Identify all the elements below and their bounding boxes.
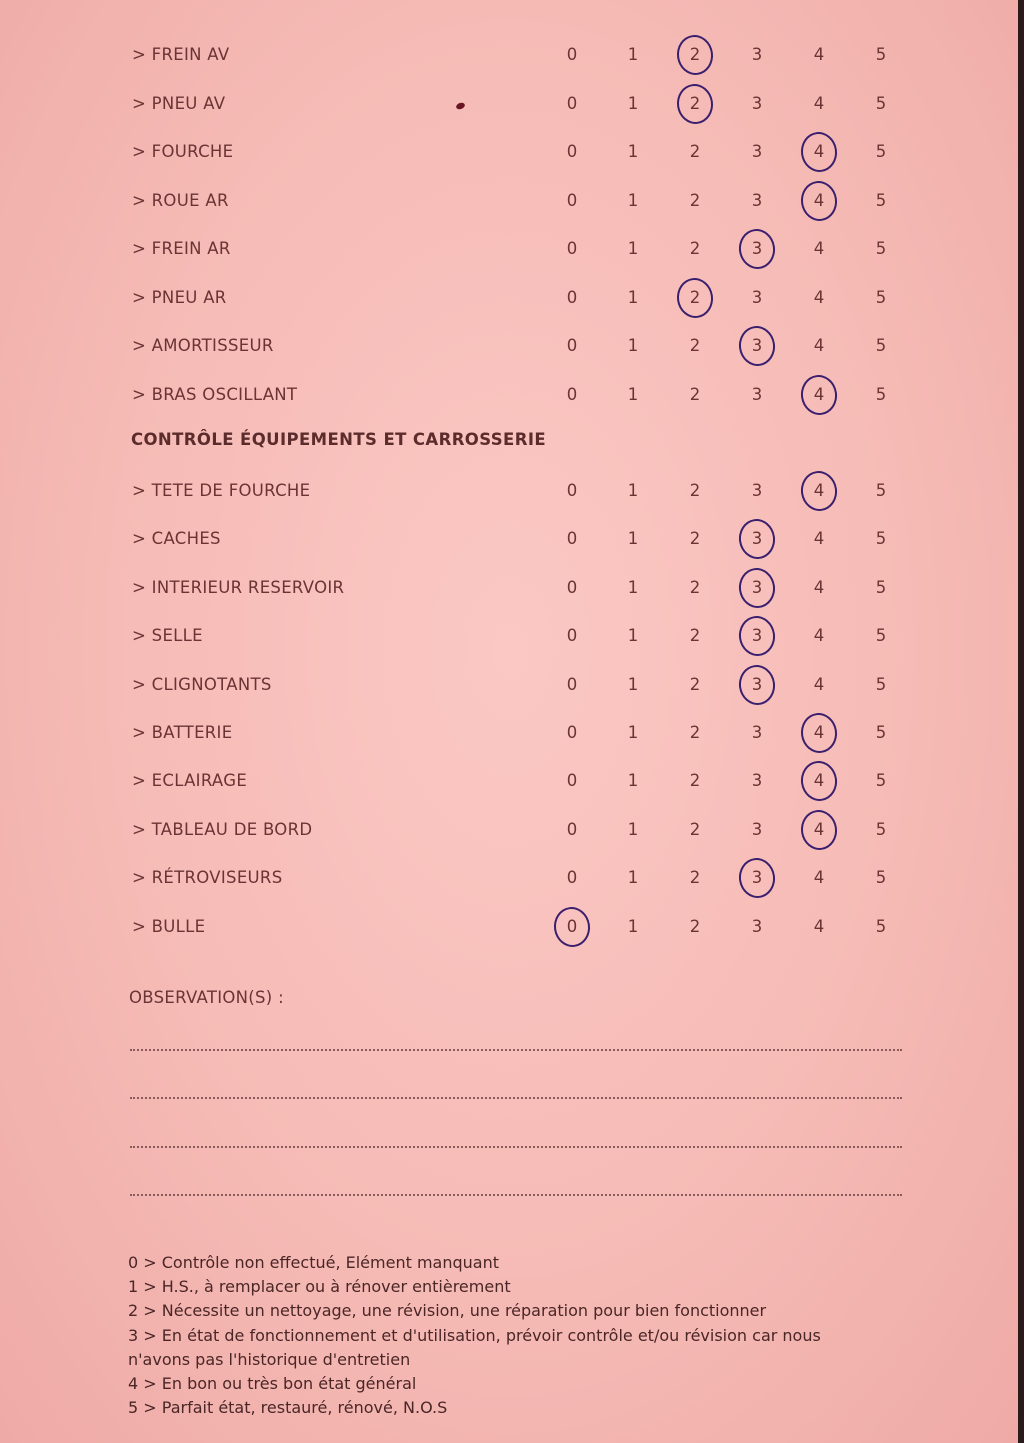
score-option[interactable]: 2: [689, 674, 701, 694]
row-label: > PNEU AR: [132, 287, 227, 307]
score-option[interactable]: 0: [566, 723, 578, 742]
legend-line: 1 > H.S., à remplacer ou à rénover entièrement: [128, 1277, 511, 1297]
score-option[interactable]: 3: [751, 190, 763, 210]
score-option[interactable]: 2: [689, 819, 701, 839]
legend-line: 2 > Nécessite un nettoyage, une révision, une réparation pour bien fonctionner: [128, 1301, 767, 1321]
rating-row: [0, 225, 1020, 273]
score-option[interactable]: 5: [875, 384, 887, 404]
score-option[interactable]: 1: [627, 45, 639, 64]
score-option[interactable]: 4: [813, 239, 825, 258]
score-option[interactable]: 3: [751, 723, 763, 742]
score-option[interactable]: 1: [627, 723, 639, 742]
row-label: > FREIN AR: [132, 239, 231, 258]
score-option[interactable]: 0: [566, 529, 578, 549]
score-option[interactable]: 2: [689, 723, 701, 742]
observations-label: OBSERVATION(S) :: [129, 988, 284, 1007]
score-option[interactable]: 2: [689, 142, 701, 161]
rating-row: [0, 854, 1020, 902]
score-option[interactable]: 0: [566, 93, 578, 113]
score-option[interactable]: 4: [813, 626, 825, 646]
score-option[interactable]: 5: [875, 916, 887, 936]
rating-row: [0, 31, 1020, 79]
score-option[interactable]: 1: [627, 529, 639, 549]
row-label: > ROUE AR: [132, 190, 229, 210]
score-option[interactable]: 5: [875, 287, 887, 307]
legend-line: 4 > En bon ou très bon état général: [128, 1374, 417, 1394]
score-option[interactable]: 4: [813, 93, 825, 113]
score-option[interactable]: 1: [627, 142, 639, 161]
score-option[interactable]: 2: [689, 239, 701, 258]
score-option[interactable]: 1: [627, 239, 639, 258]
row-label: > CLIGNOTANTS: [132, 674, 272, 694]
score-option[interactable]: 1: [627, 287, 639, 307]
rating-row: [0, 515, 1020, 563]
row-label: > BULLE: [132, 916, 206, 936]
legend-line: 0 > Contrôle non effectué, Elément manquant: [128, 1253, 499, 1272]
score-option[interactable]: 3: [751, 93, 763, 113]
score-option[interactable]: 1: [627, 384, 639, 404]
score-option[interactable]: 5: [875, 45, 887, 64]
score-option[interactable]: 3: [751, 868, 763, 888]
rating-row: [0, 806, 1020, 854]
score-option[interactable]: 5: [875, 723, 887, 742]
section-title: CONTRÔLE ÉQUIPEMENTS ET CARROSSERIE: [131, 430, 547, 449]
score-option[interactable]: 5: [875, 626, 887, 646]
score-option[interactable]: 5: [875, 481, 887, 500]
score-option[interactable]: 2: [689, 384, 701, 404]
score-option[interactable]: 2: [689, 481, 701, 500]
rating-row: [0, 371, 1020, 419]
score-option[interactable]: 5: [875, 771, 887, 791]
score-option[interactable]: 3: [751, 142, 763, 161]
score-option[interactable]: 4: [813, 336, 825, 355]
rating-row: [0, 274, 1020, 322]
score-option[interactable]: 0: [566, 868, 578, 888]
score-option[interactable]: 3: [751, 45, 763, 64]
score-option[interactable]: 5: [875, 93, 887, 113]
rating-row: [0, 661, 1020, 709]
score-option[interactable]: 0: [566, 674, 578, 694]
score-option[interactable]: 2: [689, 529, 701, 549]
score-option[interactable]: 2: [689, 626, 701, 646]
rating-row: [0, 564, 1020, 612]
score-option[interactable]: 0: [566, 336, 578, 355]
score-option[interactable]: 0: [566, 239, 578, 258]
score-option[interactable]: 1: [627, 771, 639, 791]
legend-line: n'avons pas l'historique d'entretien: [128, 1349, 411, 1369]
score-option[interactable]: 4: [813, 287, 825, 307]
score-option[interactable]: 0: [566, 916, 578, 936]
score-option[interactable]: 0: [566, 142, 578, 161]
score-option[interactable]: 4: [813, 190, 825, 210]
score-option[interactable]: 1: [627, 481, 639, 500]
score-option[interactable]: 5: [875, 868, 887, 888]
score-option[interactable]: 0: [566, 287, 578, 307]
score-option[interactable]: 1: [627, 577, 639, 597]
score-option[interactable]: 0: [566, 481, 578, 500]
rating-row: [0, 709, 1020, 757]
row-label: > RÉTROVISEURS: [132, 868, 283, 888]
score-option[interactable]: 2: [689, 93, 701, 113]
score-option[interactable]: 3: [751, 916, 763, 936]
score-option[interactable]: 2: [689, 45, 701, 64]
row-label: > INTERIEUR RESERVOIR: [132, 577, 345, 597]
score-option[interactable]: 3: [751, 384, 763, 404]
score-option[interactable]: 4: [813, 674, 825, 694]
row-label: > FOURCHE: [132, 142, 234, 161]
score-option[interactable]: 2: [689, 287, 701, 307]
score-option[interactable]: 4: [813, 45, 825, 64]
score-option[interactable]: 4: [813, 868, 825, 888]
score-option[interactable]: 0: [566, 384, 578, 404]
score-option[interactable]: 2: [689, 190, 701, 210]
observation-line[interactable]: [130, 1146, 902, 1148]
rating-row: [0, 322, 1020, 370]
rating-row: [0, 612, 1020, 660]
score-option[interactable]: 4: [813, 384, 825, 404]
score-option[interactable]: 0: [566, 771, 578, 791]
score-option[interactable]: 1: [627, 93, 639, 113]
row-label: > BRAS OSCILLANT: [132, 384, 298, 404]
score-option[interactable]: 2: [689, 577, 701, 597]
score-option[interactable]: 4: [813, 771, 825, 791]
score-option[interactable]: 5: [875, 239, 887, 258]
score-option[interactable]: 1: [627, 336, 639, 355]
observation-line[interactable]: [130, 1049, 902, 1051]
row-label: > AMORTISSEUR: [132, 336, 274, 355]
score-option[interactable]: 5: [875, 142, 887, 161]
score-option[interactable]: 3: [751, 529, 763, 549]
rating-row: [0, 177, 1020, 225]
score-option[interactable]: 3: [751, 287, 763, 307]
score-option[interactable]: 4: [813, 916, 825, 936]
score-option[interactable]: 2: [689, 916, 701, 936]
score-option[interactable]: 0: [566, 577, 578, 597]
score-option[interactable]: 1: [627, 190, 639, 210]
score-option[interactable]: 5: [875, 190, 887, 210]
score-option[interactable]: 0: [566, 45, 578, 64]
rating-row: [0, 903, 1020, 951]
score-option[interactable]: 5: [875, 577, 887, 597]
score-option[interactable]: 5: [875, 529, 887, 549]
score-option[interactable]: 5: [875, 819, 887, 839]
score-option[interactable]: 3: [751, 771, 763, 791]
rating-row: [0, 467, 1020, 515]
score-option[interactable]: 3: [751, 674, 763, 694]
score-option[interactable]: 3: [751, 577, 763, 597]
row-label: > FREIN AV: [132, 45, 230, 64]
score-option[interactable]: 4: [813, 723, 825, 742]
legend-line: 5 > Parfait état, restauré, rénové, N.O.S: [128, 1398, 448, 1418]
score-option[interactable]: 4: [813, 577, 825, 597]
score-option[interactable]: 2: [689, 771, 701, 791]
rating-row: [0, 128, 1020, 176]
score-option[interactable]: 3: [751, 336, 763, 355]
score-option[interactable]: 1: [627, 868, 639, 888]
row-label: > SELLE: [132, 626, 203, 646]
score-option[interactable]: 4: [813, 529, 825, 549]
row-label: > TETE DE FOURCHE: [132, 481, 311, 500]
score-option[interactable]: 3: [751, 239, 763, 258]
rating-legend: [128, 1251, 908, 1420]
rating-row: [0, 80, 1020, 128]
score-option[interactable]: 1: [627, 626, 639, 646]
observation-line[interactable]: [130, 1194, 902, 1196]
score-option[interactable]: 5: [875, 336, 887, 355]
score-option[interactable]: 1: [627, 819, 639, 839]
legend-line: 3 > En état de fonctionnement et d'utilisation, prévoir contrôle et/ou révision car nous: [128, 1325, 821, 1345]
observation-line[interactable]: [130, 1097, 902, 1099]
score-option[interactable]: 4: [813, 819, 825, 839]
score-option[interactable]: 4: [813, 481, 825, 500]
score-option[interactable]: 3: [751, 481, 763, 500]
score-option[interactable]: 2: [689, 336, 701, 355]
score-option[interactable]: 0: [566, 190, 578, 210]
row-label: > ECLAIRAGE: [132, 771, 248, 791]
score-option[interactable]: 3: [751, 626, 763, 646]
score-option[interactable]: 0: [566, 819, 578, 839]
score-option[interactable]: 2: [689, 868, 701, 888]
score-option[interactable]: 1: [627, 916, 639, 936]
score-option[interactable]: 4: [813, 142, 825, 161]
score-option[interactable]: 1: [627, 674, 639, 694]
row-label: > BATTERIE: [132, 723, 233, 742]
rating-row: [0, 757, 1020, 805]
row-label: > CACHES: [132, 529, 221, 549]
row-label: > TABLEAU DE BORD: [132, 819, 313, 839]
row-label: > PNEU AV: [132, 93, 226, 113]
page-edge: [1018, 0, 1024, 1443]
score-option[interactable]: 0: [566, 626, 578, 646]
score-option[interactable]: 3: [751, 819, 763, 839]
score-option[interactable]: 5: [875, 674, 887, 694]
